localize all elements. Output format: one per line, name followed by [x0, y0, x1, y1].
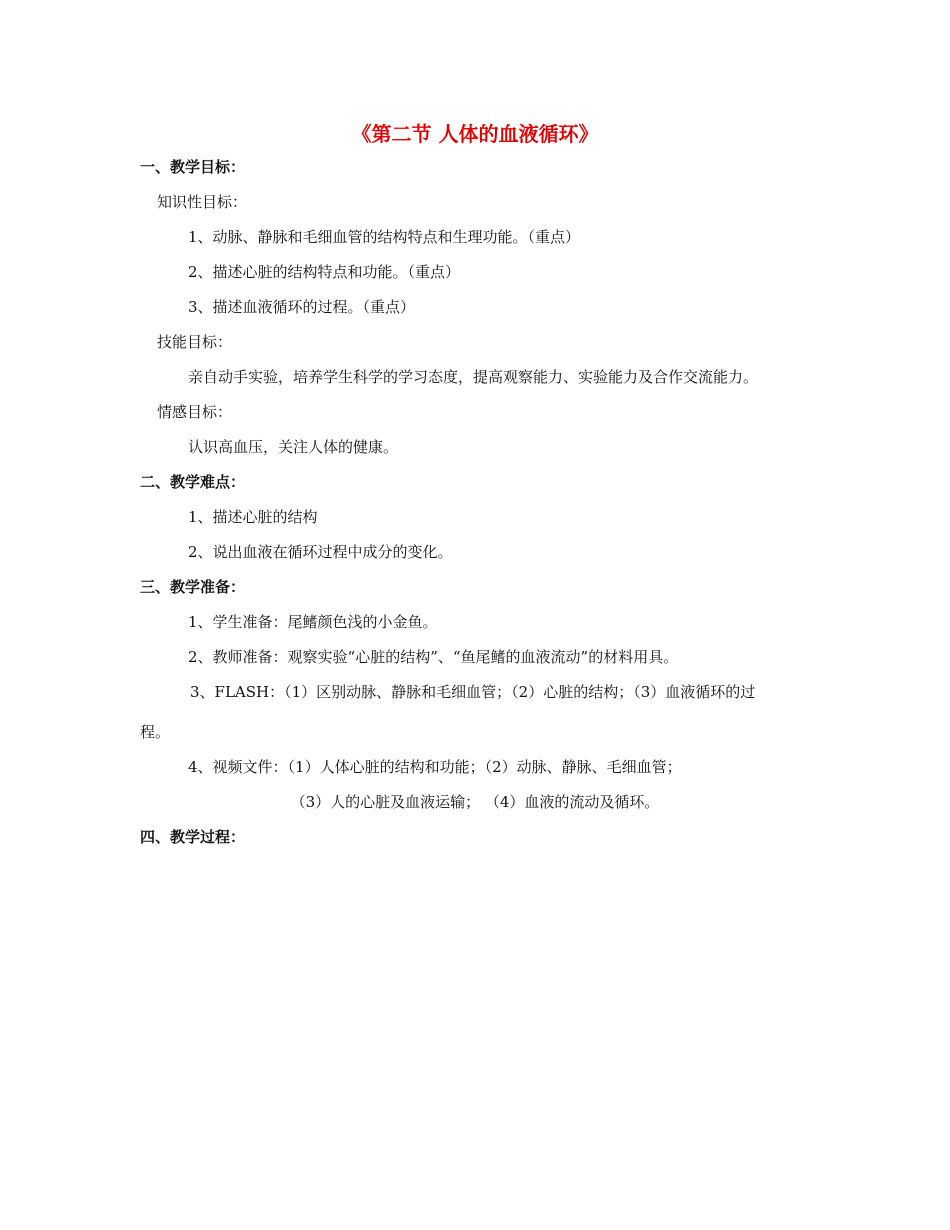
preparation-item-3-continuation: 程。 — [140, 723, 171, 741]
knowledge-item-3: 3、描述血液循环的过程。（重点） — [188, 298, 416, 316]
section-heading-preparation: 三、教学准备： — [140, 578, 246, 596]
skill-objectives-text: 亲自动手实验，培养学生科学的学习态度，提高观察能力、实验能力及合作交流能力。 — [188, 368, 759, 386]
knowledge-item-2: 2、描述心脏的结构特点和功能。（重点） — [188, 263, 461, 281]
preparation-item-2: 2、教师准备：观察实验“心脏的结构”、“鱼尾鳍的血液流动”的材料用具。 — [188, 648, 679, 666]
preparation-item-1: 1、学生准备：尾鳍颜色浅的小金鱼。 — [188, 613, 438, 631]
preparation-item-3: 3、FLASH：（1）区别动脉、静脉和毛细血管；（2）心脏的结构；（3）血液循环的过 — [190, 683, 756, 701]
preparation-item-4: 4、视频文件：（1）人体心脏的结构和功能；（2）动脉、静脉、毛细血管； — [188, 758, 682, 776]
emotion-objectives-label: 情感目标： — [157, 403, 233, 421]
difficulty-item-2: 2、说出血液在循环过程中成分的变化。 — [188, 543, 453, 561]
emotion-objectives-text: 认识高血压，关注人体的健康。 — [188, 438, 399, 456]
skill-objectives-label: 技能目标： — [157, 333, 233, 351]
knowledge-objectives-label: 知识性目标： — [157, 193, 248, 211]
section-heading-difficulties: 二、教学难点： — [140, 473, 246, 491]
difficulty-item-1: 1、描述心脏的结构 — [188, 508, 318, 526]
document-title: 《第二节 人体的血液循环》 — [351, 122, 599, 146]
preparation-item-4-continuation: （3）人的心脏及血液运输； （4）血液的流动及循环。 — [290, 793, 660, 811]
section-heading-process: 四、教学过程： — [140, 828, 246, 846]
section-heading-objectives: 一、教学目标： — [140, 158, 246, 176]
knowledge-item-1: 1、动脉、静脉和毛细血管的结构特点和生理功能。（重点） — [188, 228, 581, 246]
